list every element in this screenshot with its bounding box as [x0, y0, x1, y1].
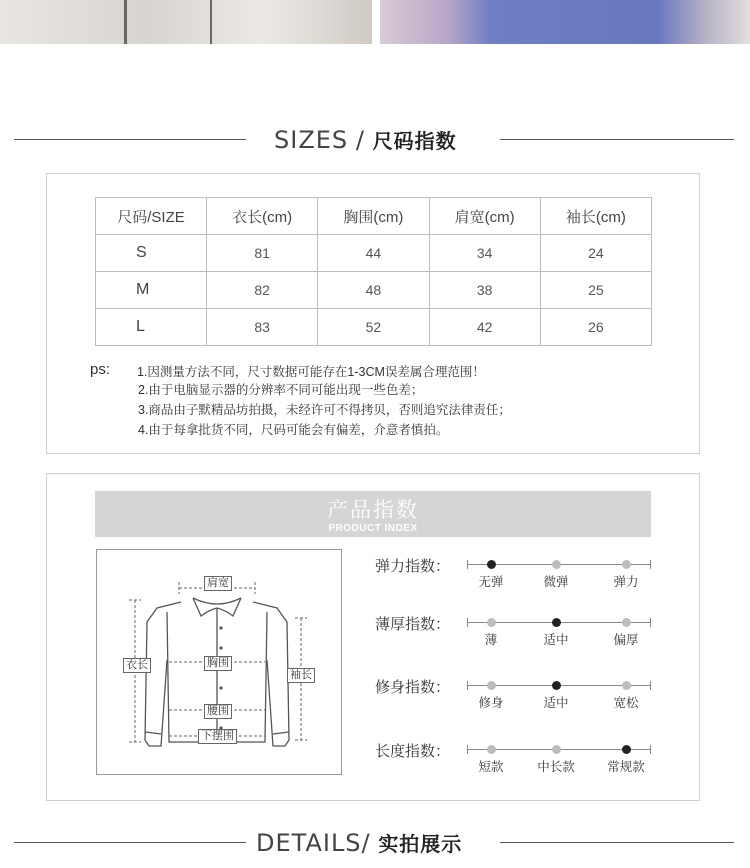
size-table: [95, 197, 652, 346]
value-cell: 44: [318, 235, 429, 272]
index-dot: [622, 618, 631, 627]
product-photo-right: [380, 0, 750, 44]
header-cell: 胸围(cm): [318, 198, 429, 235]
details-heading: [256, 828, 462, 858]
index-option-label: 偏厚: [613, 633, 639, 647]
index-dot: [622, 681, 631, 690]
details-heading-en: DETAILS: [256, 829, 362, 857]
product-index-title-en: PRODUCT INDEX: [328, 523, 418, 534]
index-dot: [552, 745, 561, 754]
garment-diagram: [96, 549, 342, 775]
value-cell: 24: [540, 235, 651, 272]
header-cell: 袖长(cm): [540, 198, 651, 235]
value-cell: 52: [318, 309, 429, 346]
value-cell: 81: [207, 235, 318, 272]
value-cell: 83: [207, 309, 318, 346]
index-scale-cap: [650, 618, 651, 627]
product-index-banner: [95, 491, 651, 537]
index-scale-cap: [467, 618, 468, 627]
heading-rule-right: [500, 842, 734, 843]
size-cell: S: [96, 235, 207, 272]
table-row: [96, 272, 652, 309]
index-dot-selected: [622, 745, 631, 754]
index-dot: [487, 681, 496, 690]
note-line: 3.商品由子默精品坊拍摄，未经许可不得拷贝，否则追究法律责任；: [138, 403, 511, 417]
label-sleeve: 袖长: [287, 668, 315, 683]
index-option-label: 薄: [484, 633, 498, 647]
index-option-label: 常规款: [607, 760, 645, 774]
product-index-title-cn: 产品指数: [327, 499, 419, 522]
index-option-label: 修身: [478, 696, 504, 710]
table-row: [96, 309, 652, 346]
header-cell: 肩宽(cm): [429, 198, 540, 235]
rack-pole: [124, 0, 127, 44]
label-waist: 腰围: [204, 704, 232, 719]
index-option-label: 中长款: [537, 760, 575, 774]
index-option-label: 无弹: [478, 575, 504, 589]
index-option-label: 弹力: [613, 575, 639, 589]
index-option-label: 微弹: [543, 575, 569, 589]
index-label: 弹力指数：: [375, 558, 451, 575]
index-dot-selected: [487, 560, 496, 569]
index-dot: [622, 560, 631, 569]
value-cell: 82: [207, 272, 318, 309]
note-line: 2.由于电脑显示器的分辨率不同可能出现一些色差；: [138, 383, 424, 397]
note-line: 1.因测量方法不同，尺寸数据可能存在1-3CM误差属合理范围！: [137, 365, 485, 379]
heading-rule-right: [500, 139, 734, 140]
value-cell: 48: [318, 272, 429, 309]
heading-separator: /: [361, 829, 371, 857]
value-cell: 26: [540, 309, 651, 346]
label-hem: 下摆围: [198, 729, 237, 744]
ps-label: ps:: [90, 361, 111, 378]
index-option-label: 宽松: [613, 696, 639, 710]
index-scale-cap: [650, 560, 651, 569]
index-dot-selected: [552, 618, 561, 627]
note-line: 4.由于每拿批货不同，尺码可能会有偏差，介意者慎拍。: [138, 423, 449, 437]
index-dot: [552, 560, 561, 569]
size-cell: L: [96, 309, 207, 346]
index-scale-cap: [467, 745, 468, 754]
sizes-heading: [274, 125, 457, 155]
sizes-heading-en: SIZES: [274, 126, 349, 154]
heading-rule-left: [14, 842, 246, 843]
index-option-label: 适中: [543, 633, 569, 647]
index-scale-cap: [650, 681, 651, 690]
value-cell: 25: [540, 272, 651, 309]
size-table-header: [96, 198, 652, 235]
label-chest: 胸围: [204, 656, 232, 671]
details-heading-cn: 实拍展示: [378, 834, 463, 856]
heading-separator: /: [355, 126, 365, 154]
value-cell: 38: [429, 272, 540, 309]
index-scale-cap: [467, 560, 468, 569]
index-scale-cap: [650, 745, 651, 754]
index-label: 薄厚指数：: [375, 616, 451, 633]
value-cell: 42: [429, 309, 540, 346]
index-dot-selected: [552, 681, 561, 690]
index-option-label: 短款: [478, 760, 504, 774]
index-option-label: 适中: [543, 696, 569, 710]
sizes-heading-cn: 尺码指数: [372, 131, 457, 153]
product-photo-left: [0, 0, 372, 44]
index-label: 修身指数：: [375, 679, 451, 696]
header-cell: 衣长(cm): [207, 198, 318, 235]
header-cell: 尺码/SIZE: [96, 198, 207, 235]
size-cell: M: [96, 272, 207, 309]
index-dot: [487, 745, 496, 754]
table-row: [96, 235, 652, 272]
label-length: 衣长: [123, 658, 151, 673]
value-cell: 34: [429, 235, 540, 272]
index-scale-cap: [467, 681, 468, 690]
index-label: 长度指数：: [375, 743, 451, 760]
index-dot: [487, 618, 496, 627]
heading-rule-left: [14, 139, 246, 140]
label-shoulder: 肩宽: [204, 576, 232, 591]
rack-pole: [210, 0, 212, 44]
